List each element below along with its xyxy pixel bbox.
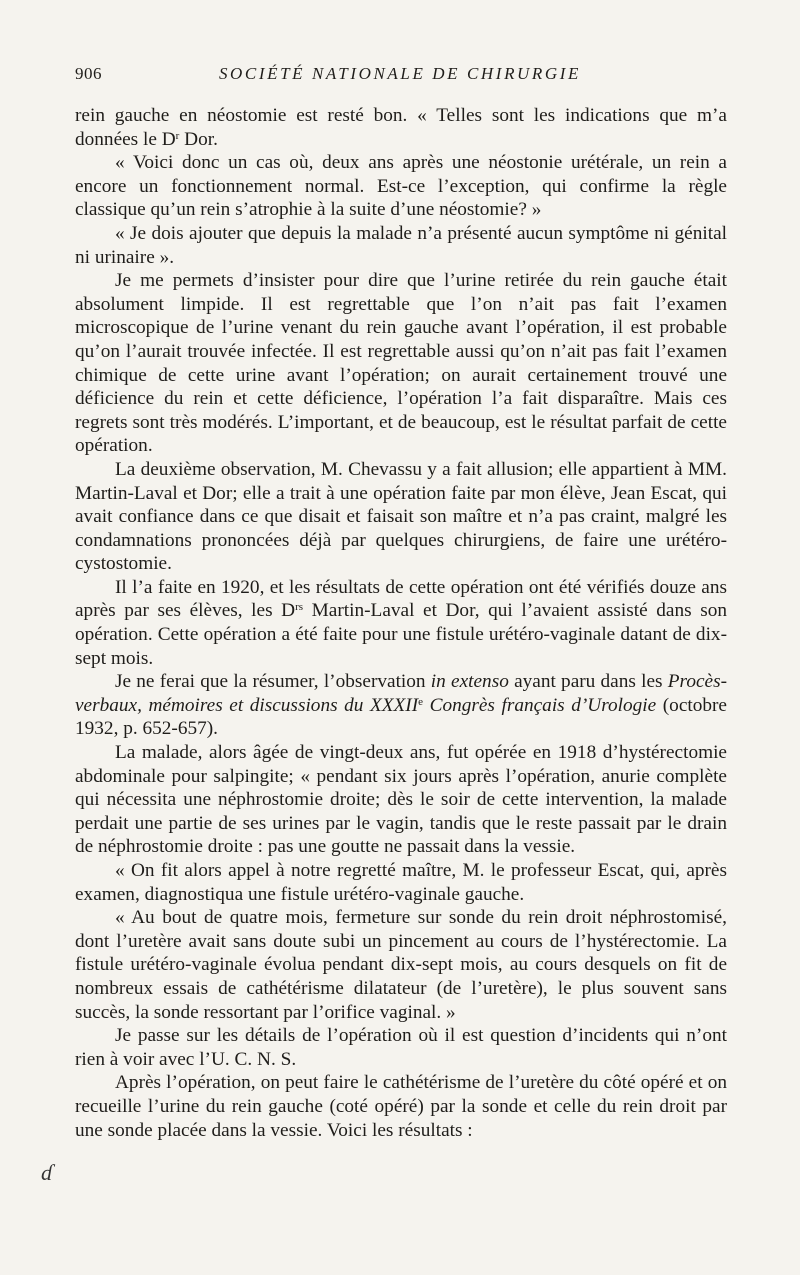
paragraph: « Voici donc un cas où, deux ans après une néostonie urétérale, un rein a encore un fonctionnement normal. Est-ce l’exception, qui confirme la règle classique qu’un rein s’atrophie à la suite d’une néostomie? » (75, 152, 727, 221)
paragraph: « On fit alors appel à notre regretté maître, M. le professeur Escat, qui, après examen, diagnostiqua une fistule urétéro-vaginale gauche. (75, 860, 727, 905)
paragraph: Je passe sur les détails de l’opération où il est question d’incidents qui n’ont rien à voir avec l’U. C. N. S. (75, 1025, 727, 1070)
text-run: ayant paru dans les (508, 671, 668, 693)
paragraph: La deuxième observation, M. Chevassu y a fait allusion; elle appartient à MM. Martin-Laval et Dor; elle a trait à une opération faite par mon élève, Jean Escat, qui avait confiance dans ce que disait et faisait son maître et n’a pas craint, malgré les condamnations prononcées déjà par quelques chirurgiens, de faire une urétéro-cystostomie. (75, 458, 727, 575)
paragraph: Je me permets d’insister pour dire que l’urine retirée du rein gauche était absolument limpide. Il est regrettable que l’on n’ait pas fait l’examen microscopique de l’urine venant du rein gauche avant l’opération, il est probable qu’on l’aurait trouvée infectée. Il est regrettable aussi qu’on n’ait pas fait l’examen chimique de cette urine avant l’opération; on aurait certainement trouvé une déficience du rein et cette déficience, l’opération l’a fait disparaître. Mais ces regrets sont très modérés. L’important, et de beaucoup, est le résultat parfait de cette opération. (75, 270, 727, 457)
page-number: 906 (75, 64, 102, 83)
margin-annotation: ɗ (41, 1160, 52, 1185)
superscript: e (418, 695, 424, 708)
paragraph (75, 670, 727, 741)
body-text (75, 104, 727, 1142)
paragraph: Après l’opération, on peut faire le cathétérisme de l’uretère du côté opéré et on recueille l’urine du rein gauche (coté opéré) par la sonde et celle du rein droit par une sonde placée dans la vessie. Voici les résultats : (75, 1072, 727, 1141)
superscript: r (175, 129, 180, 142)
text-run: Il l’a faite en 1920, et les résultats de cette opération ont été vérifiés douze ans après par ses élèves, les D (75, 576, 727, 622)
paragraph: La malade, alors âgée de vingt-deux ans, fut opérée en 1918 d’hystérectomie abdominale pour salpingite; « pendant six jours après l’opération, anurie complète qui nécessita une néphrostomie droite; dès le soir de cette intervention, la malade perdait une partie de ses urines par le vagin, tandis que le reste passait par le drain de néphrostomie droite : pas une goutte ne passait dans la vessie. (75, 742, 727, 858)
paragraph: « Au bout de quatre mois, fermeture sur sonde du rein droit néphrostomisé, dont l’uretère avait sans doute subi un pincement au cours de l’hystérectomie. La fistule urétéro-vaginale évolua pendant dix-sept mois, au cours desquels on fit de nombreux essais de cathétérisme dilatateur (de l’uretère), le plus souvent sans succès, la sonde ressortant par l’orifice vaginal. » (75, 907, 727, 1023)
page-header (75, 60, 725, 90)
text-run: Dor. (179, 128, 218, 150)
italic-text: Congrès français d’Urologie (423, 694, 657, 716)
paragraph: « Je dois ajouter que depuis la malade n’a présenté aucun symptôme ni génital ni urinaire ». (75, 222, 727, 268)
paragraph (75, 576, 727, 670)
italic-text: Procès-verbaux, mémoires et discussions du XXXII (75, 671, 727, 716)
superscript: rs (295, 601, 304, 614)
text-run: (octobre 1932, p. 652-657). (75, 694, 727, 740)
text-run: Martin-Laval et Dor, qui l’avaient assisté dans son opération. Cette opération a été faite pour une fistule urétéro-vaginale datant de dix-sept mois. (75, 600, 727, 669)
running-title: SOCIÉTÉ NATIONALE DE CHIRURGIE (218, 64, 582, 83)
text-run: Je ne ferai que la résumer, l’observation (115, 671, 431, 693)
italic-text: in extenso (430, 671, 509, 693)
text-run: rein gauche en néostomie est resté bon. « Telles sont les indications que m’a données le D (75, 105, 727, 150)
paragraph (75, 104, 727, 151)
